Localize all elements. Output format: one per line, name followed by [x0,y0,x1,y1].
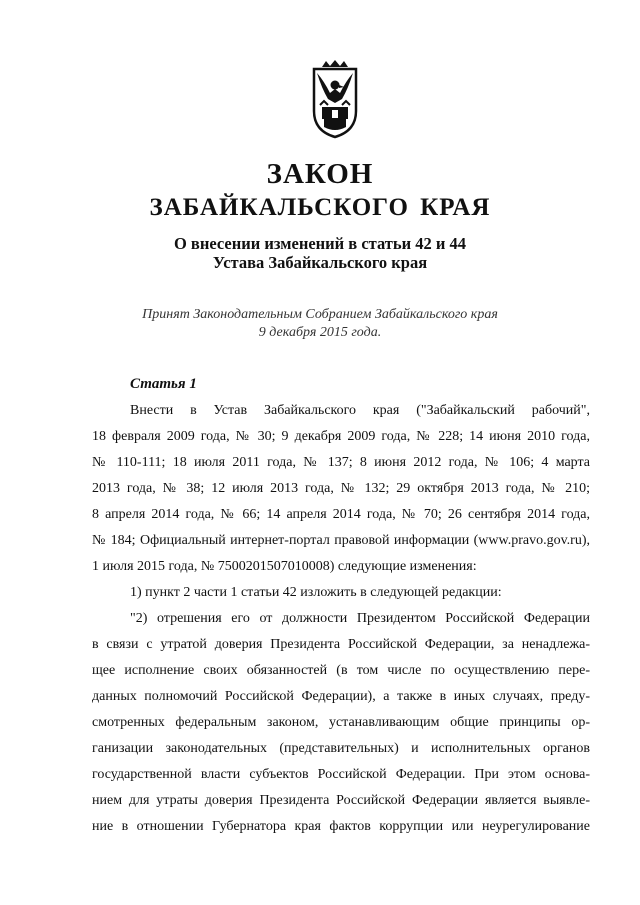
body-text-line: щее исполнение своих обязанностей (в том числе по осуществлению пере- [92,663,590,678]
law-region-title: ЗАБАЙКАЛЬСКОГО КРАЯ [149,194,491,221]
body-text-line: Внести в Устав Забайкальского края ("Забайкальский рабочий", [130,403,590,418]
body-text-line: государственной власти субъектов Российской Федерации. При этом основа- [92,767,590,782]
body-text-line: "2) отрешения его от должности Президентом Российской Федерации [130,611,590,626]
body-text-line: 1 июля 2015 года, № 7500201507010008) следующие изменения: [92,559,477,574]
body-text-line: 1) пункт 2 части 1 статьи 42 изложить в следующей редакции: [130,585,502,600]
law-subject-line1: О внесении изменений в статьи 42 и 44 [173,234,467,253]
body-text-line: 8 апреля 2014 года, № 66; 14 апреля 2014 года, № 70; 26 сентября 2014 года, [92,507,590,522]
body-text-line: 2013 года, № 38; 12 июля 2013 года, № 132; 29 октября 2013 года, № 210; [92,481,590,496]
body-text-line: ние в отношении Губернатора края фактов коррупции или неурегулирование [92,819,590,834]
body-text-line: 18 февраля 2009 года, № 30; 9 декабря 2009 года, № 228; 14 июня 2010 года, [92,429,590,444]
law-title: ЗАКОН [266,158,374,190]
coat-of-arms-icon [308,59,362,139]
body-text-line: смотренных федеральным законом, устанавливающим общие принципы ор- [92,715,590,730]
body-text-line: данных полномочий Российской Федерации), а также в иных случаях, преду- [92,689,590,704]
body-text-line: № 110-111; 18 июля 2011 года, № 137; 8 июня 2012 года, № 106; 4 марта [92,455,590,470]
body-text-line: № 184; Официальный интернет-портал правовой информации (www.pravo.gov.ru), [92,533,590,548]
adoption-note-line1: Принят Законодательным Собранием Забайкальского края [142,307,498,322]
article-heading: Статья 1 [130,376,197,392]
body-text-line: нием для утраты доверия Президента Российской Федерации является выявле- [92,793,590,808]
body-text-line: ганизации законодательных (представительных) и исполнительных органов [92,741,590,756]
law-subject-line2: Устава Забайкальского края [212,253,428,272]
adoption-note-date: 9 декабря 2015 года. [258,325,382,340]
body-text-line: в связи с утратой доверия Президента Российской Федерации, за ненадлежа- [92,637,590,652]
